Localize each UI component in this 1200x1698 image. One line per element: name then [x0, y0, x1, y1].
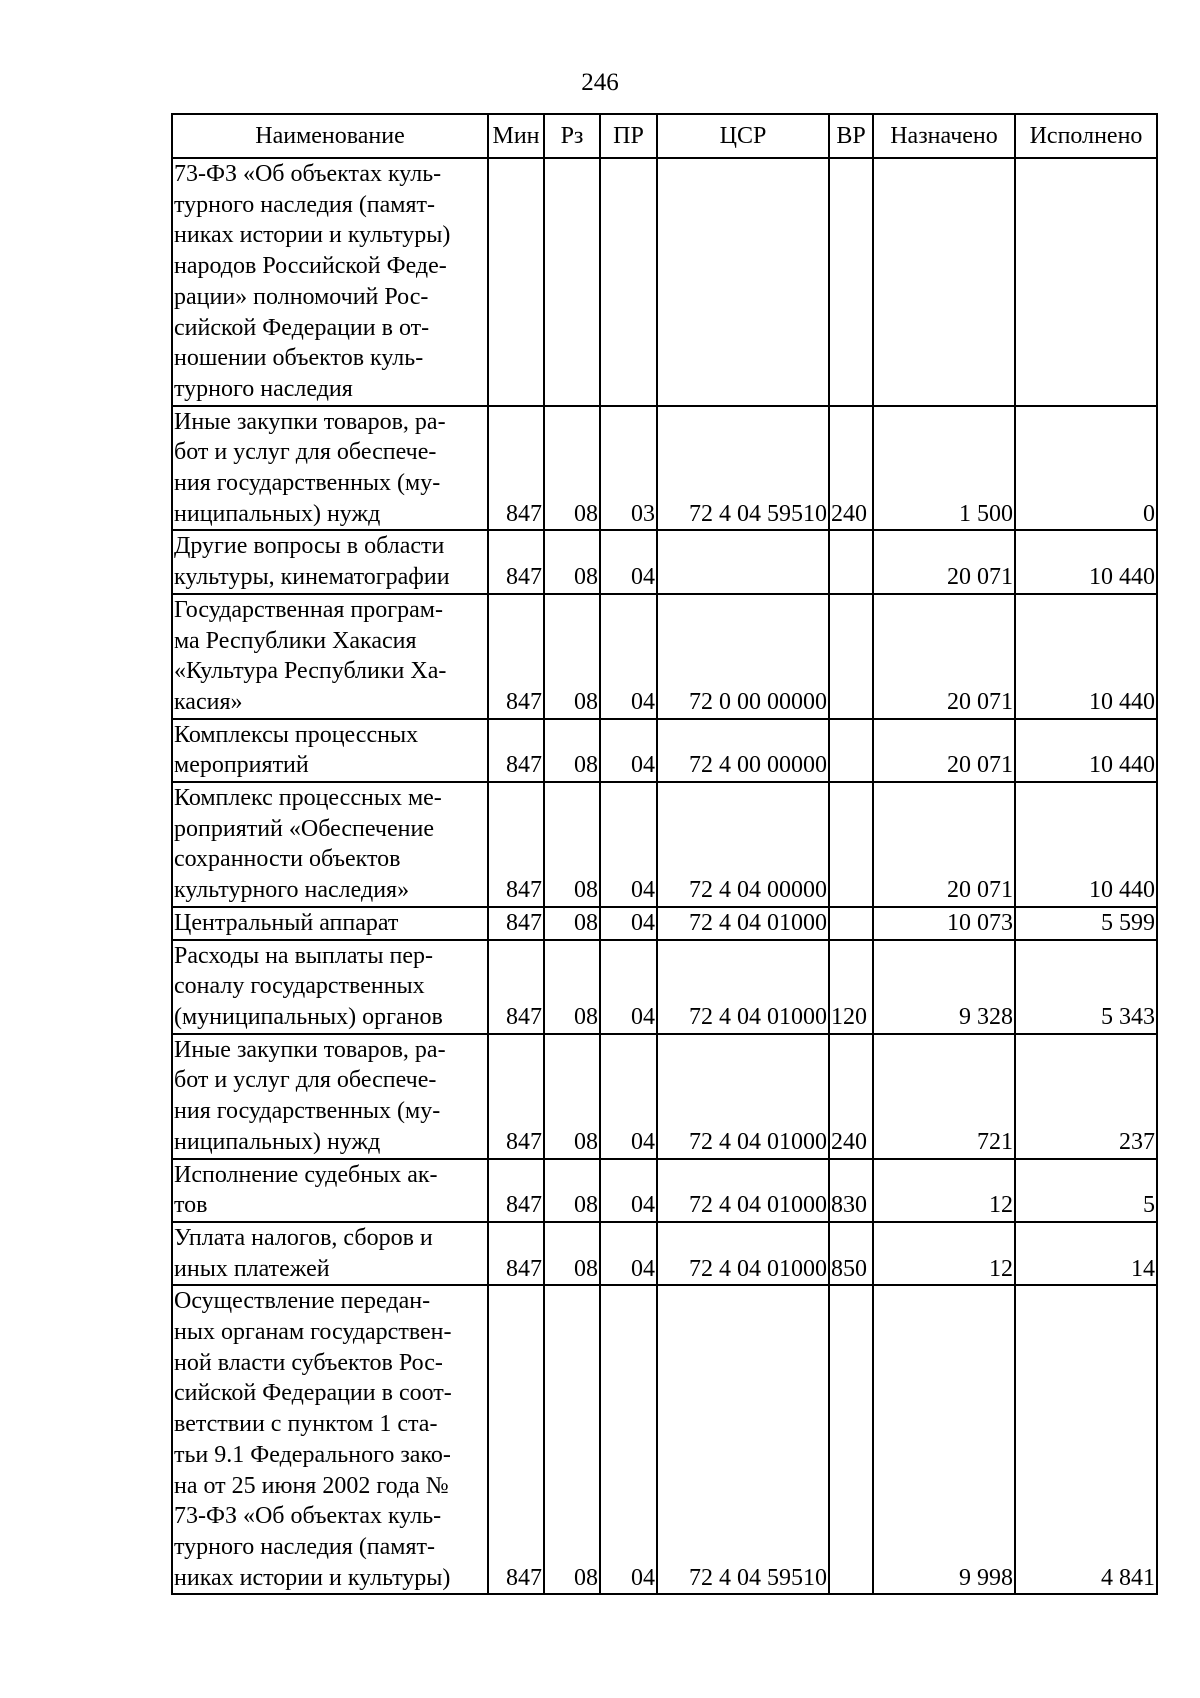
row-min: 847	[488, 594, 544, 719]
row-csr: 72 4 00 00000	[657, 719, 829, 782]
row-vr: 120	[829, 940, 873, 1034]
row-assigned: 9 328	[873, 940, 1015, 1034]
header-pr: ПР	[600, 114, 657, 158]
row-rz: 08	[544, 782, 600, 907]
table-row	[172, 594, 1157, 719]
row-name: Исполнение судебных ак- тов	[172, 1159, 488, 1222]
header-min: Мин	[488, 114, 544, 158]
row-pr: 04	[600, 530, 657, 593]
header-executed: Исполнено	[1015, 114, 1157, 158]
budget-table	[171, 113, 1158, 1595]
row-executed: 5 599	[1015, 907, 1157, 940]
row-vr	[829, 719, 873, 782]
row-vr	[829, 530, 873, 593]
row-executed: 5	[1015, 1159, 1157, 1222]
table-row	[172, 782, 1157, 907]
row-assigned: 10 073	[873, 907, 1015, 940]
row-vr	[829, 782, 873, 907]
row-assigned: 20 071	[873, 719, 1015, 782]
row-name: Центральный аппарат	[172, 907, 488, 940]
row-min: 847	[488, 940, 544, 1034]
row-pr: 04	[600, 907, 657, 940]
table-row	[172, 940, 1157, 1034]
row-name: 73-ФЗ «Об объектах куль- турного наследия (памят- никах истории и культуры) народов Российской Феде- рации» полномочий Рос- сийской Федерации в от- ношении объектов куль- турного наследия	[172, 158, 488, 406]
row-assigned: 12	[873, 1222, 1015, 1285]
row-rz	[544, 158, 600, 406]
row-rz: 08	[544, 1285, 600, 1594]
row-pr: 04	[600, 1159, 657, 1222]
row-executed: 10 440	[1015, 594, 1157, 719]
row-executed: 0	[1015, 406, 1157, 531]
row-executed: 10 440	[1015, 530, 1157, 593]
table-row	[172, 158, 1157, 406]
row-csr: 72 4 04 01000	[657, 1222, 829, 1285]
row-csr: 72 4 04 59510	[657, 406, 829, 531]
table-row	[172, 1159, 1157, 1222]
row-rz: 08	[544, 406, 600, 531]
row-assigned: 12	[873, 1159, 1015, 1222]
row-csr: 72 4 04 59510	[657, 1285, 829, 1594]
row-rz: 08	[544, 907, 600, 940]
row-min: 847	[488, 1222, 544, 1285]
row-pr: 04	[600, 594, 657, 719]
header-vr: ВР	[829, 114, 873, 158]
row-min: 847	[488, 719, 544, 782]
row-csr: 72 4 04 01000	[657, 940, 829, 1034]
row-csr: 72 4 04 01000	[657, 1159, 829, 1222]
table-row	[172, 719, 1157, 782]
row-executed	[1015, 158, 1157, 406]
row-pr: 04	[600, 719, 657, 782]
row-assigned: 9 998	[873, 1285, 1015, 1594]
row-vr	[829, 158, 873, 406]
row-min: 847	[488, 406, 544, 531]
row-rz: 08	[544, 719, 600, 782]
table-row	[172, 1285, 1157, 1594]
row-min	[488, 158, 544, 406]
table-row	[172, 1222, 1157, 1285]
row-name: Иные закупки товаров, ра- бот и услуг для обеспече- ния государственных (му- ниципальных) нужд	[172, 406, 488, 531]
table-row	[172, 1034, 1157, 1159]
row-assigned: 721	[873, 1034, 1015, 1159]
row-pr: 04	[600, 1222, 657, 1285]
row-min: 847	[488, 1034, 544, 1159]
row-name: Другие вопросы в области культуры, кинематографии	[172, 530, 488, 593]
row-vr	[829, 907, 873, 940]
header-rz: Рз	[544, 114, 600, 158]
row-csr	[657, 158, 829, 406]
row-pr	[600, 158, 657, 406]
row-min: 847	[488, 530, 544, 593]
row-executed: 5 343	[1015, 940, 1157, 1034]
row-assigned: 20 071	[873, 530, 1015, 593]
table-row	[172, 530, 1157, 593]
row-vr	[829, 594, 873, 719]
row-pr: 03	[600, 406, 657, 531]
row-rz: 08	[544, 940, 600, 1034]
row-rz: 08	[544, 1034, 600, 1159]
row-executed: 10 440	[1015, 782, 1157, 907]
row-assigned: 20 071	[873, 782, 1015, 907]
row-vr: 850	[829, 1222, 873, 1285]
table-row	[172, 406, 1157, 531]
header-name: Наименование	[172, 114, 488, 158]
row-name: Иные закупки товаров, ра- бот и услуг для обеспече- ния государственных (му- ниципальных) нужд	[172, 1034, 488, 1159]
row-pr: 04	[600, 1034, 657, 1159]
row-name: Расходы на выплаты пер- соналу государственных (муниципальных) органов	[172, 940, 488, 1034]
row-vr: 240	[829, 406, 873, 531]
header-assigned: Назначено	[873, 114, 1015, 158]
row-rz: 08	[544, 1222, 600, 1285]
row-pr: 04	[600, 1285, 657, 1594]
row-name: Комплекс процессных ме- роприятий «Обеспечение сохранности объектов культурного наследия»	[172, 782, 488, 907]
row-vr: 830	[829, 1159, 873, 1222]
row-executed: 237	[1015, 1034, 1157, 1159]
row-executed: 4 841	[1015, 1285, 1157, 1594]
row-min: 847	[488, 907, 544, 940]
row-vr: 240	[829, 1034, 873, 1159]
row-executed: 10 440	[1015, 719, 1157, 782]
page-number: 246	[581, 69, 619, 96]
table-row	[172, 907, 1157, 940]
row-csr: 72 4 04 00000	[657, 782, 829, 907]
row-name: Государственная програм- ма Республики Хакасия «Культура Республики Ха- касия»	[172, 594, 488, 719]
row-csr: 72 4 04 01000	[657, 1034, 829, 1159]
row-name: Осуществление передан- ных органам государствен- ной власти субъектов Рос- сийской Федерации в соот- ветствии с пунктом 1 ста- тьи 9.1 Федерального зако- на от 25 июня 2002 года № 73-ФЗ «Об объектах куль- турного наследия (памят- никах истории и культуры)	[172, 1285, 488, 1594]
row-assigned	[873, 158, 1015, 406]
row-csr: 72 4 04 01000	[657, 907, 829, 940]
row-assigned: 20 071	[873, 594, 1015, 719]
row-rz: 08	[544, 530, 600, 593]
header-csr: ЦСР	[657, 114, 829, 158]
row-csr: 72 0 00 00000	[657, 594, 829, 719]
row-min: 847	[488, 782, 544, 907]
row-pr: 04	[600, 940, 657, 1034]
row-rz: 08	[544, 594, 600, 719]
row-assigned: 1 500	[873, 406, 1015, 531]
row-pr: 04	[600, 782, 657, 907]
row-vr	[829, 1285, 873, 1594]
header-row	[172, 114, 1157, 158]
row-executed: 14	[1015, 1222, 1157, 1285]
row-min: 847	[488, 1285, 544, 1594]
row-csr	[657, 530, 829, 593]
row-rz: 08	[544, 1159, 600, 1222]
row-min: 847	[488, 1159, 544, 1222]
row-name: Уплата налогов, сборов и иных платежей	[172, 1222, 488, 1285]
row-name: Комплексы процессных мероприятий	[172, 719, 488, 782]
